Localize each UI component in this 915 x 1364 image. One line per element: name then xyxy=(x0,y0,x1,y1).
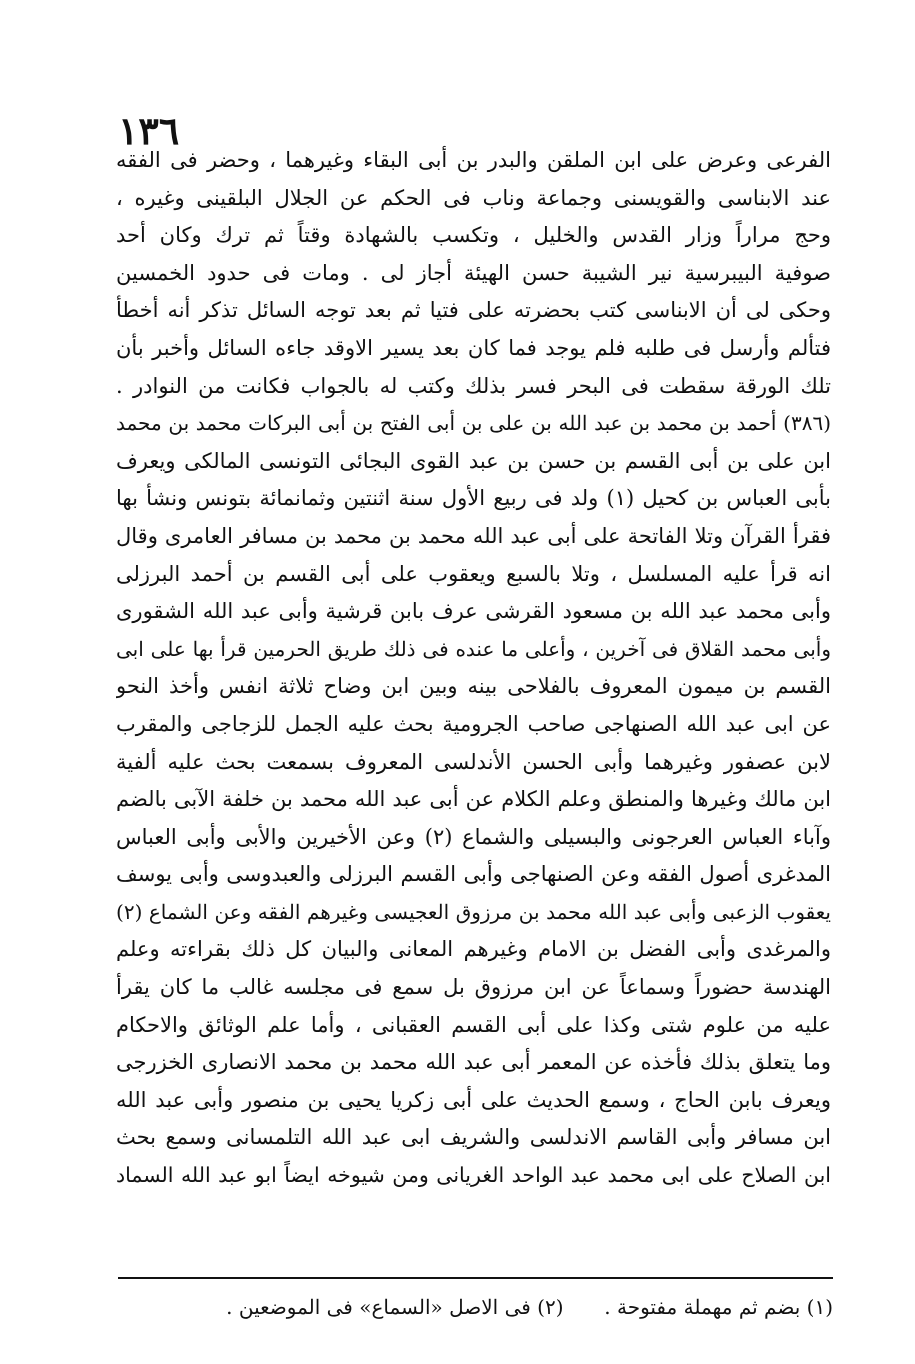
text-line: وآباء العباس العرجونى والبسيلى والشماع (٢) وعن الأخيرين والأبى وأبى العباس xyxy=(116,824,831,849)
footnotes xyxy=(118,1290,833,1324)
page-number: ١٣٦ xyxy=(118,108,180,153)
text-line: ابن مالك وغيرها والمنطق وعلم الكلام عن أبى عبد الله محمد بن خلفة الآبى بالضم xyxy=(116,787,831,812)
text-line: ابن على بن أبى القسم بن حسن بن عبد القوى البجائى التونسى المالكى ويعرف xyxy=(116,448,831,473)
text-line: صوفية البيبرسية نير الشيبة حسن الهيئة أجاز لى . ومات فى حدود الخمسين xyxy=(116,260,831,285)
text-line: ويعرف بابن الحاج ، وسمع الحديث على أبى زكريا يحيى بن منصور وأبى عبد الله xyxy=(116,1087,831,1112)
text-line: عند الابناسى والقويسنى وجماعة وناب فى الحكم عن الجلال البلقينى وغيره ، xyxy=(116,185,831,210)
main-text xyxy=(116,142,831,1195)
text-line: والمرغدى وأبى الفضل بن الامام وغيرهم المعانى والبيان كل ذلك بقراءته وعلم xyxy=(116,937,831,962)
footnote-1: (١) بضم ثم مهملة مفتوحة . xyxy=(604,1295,833,1319)
text-line: وحج مراراً وزار القدس والخليل ، وتكسب بالشهادة وقتاً ثم ترك وكان أحد xyxy=(116,223,831,248)
text-line: فقرأ القرآن وتلا الفاتحة على أبى عبد الله محمد بن محمد بن مسافر العامرى وقال xyxy=(116,523,831,548)
text-line: لابن عصفور وغيرهما وأبى الحسن الأندلسى المعروف بسمعت بحث عليه ألفية xyxy=(116,749,831,774)
text-line: القسم بن ميمون المعروف بالفلاحى بينه وبين ابن وضاح ثلاثة انفس وأخذ النحو xyxy=(116,674,831,699)
text-line: انه قرأ عليه المسلسل ، وتلا بالسبع ويعقوب على أبى القسم بن أحمد البرزلى xyxy=(116,561,831,586)
text-line: يعقوب الزعبى وأبى عبد الله محمد بن مرزوق العجيسى وغيرهم الفقه وعن الشماع (٢) xyxy=(116,899,831,924)
text-line: بأبى العباس بن كحيل (١) ولد فى ربيع الأول سنة اثنتين وثمانمائة بتونس ونشأ بها xyxy=(116,486,831,511)
text-line: وأبى محمد القلاق فى آخرين ، وأعلى ما عنده فى ذلك طريق الحرمين قرأ بها على ابى xyxy=(116,636,831,661)
entry-heading-line: (٣٨٦) أحمد بن محمد بن عبد الله بن على بن أبى الفتح بن أبى البركات محمد بن محمد xyxy=(116,411,831,436)
text-line: عن ابى عبد الله الصنهاجى صاحب الجرومية بحث عليه الجمل للزجاجى والمقرب xyxy=(116,711,831,736)
text-line: ابن الصلاح على ابى محمد عبد الواحد الغريانى ومن شيوخه ايضاً ابو عبد الله السماد xyxy=(116,1163,831,1188)
footnote-divider xyxy=(118,1277,833,1279)
text-line: المدغرى أصول الفقه وعن الصنهاجى وأبى القسم البرزلى والعبدوسى وأبى يوسف xyxy=(116,862,831,887)
text-line: ابن مسافر وأبى القاسم الاندلسى والشريف ابى عبد الله التلمسانى وسمع بحث xyxy=(116,1125,831,1150)
footnote-2: (٢) فى الاصل «السماع» فى الموضعين . xyxy=(226,1295,564,1319)
text-line: عليه من علوم شتى وكذا على أبى القسم العقبانى ، وأما علم الوثائق والاحكام xyxy=(116,1012,831,1037)
text-line: وما يتعلق بذلك فأخذه عن المعمر أبى عبد الله محمد بن محمد الانصارى الخزرجى xyxy=(116,1050,831,1075)
text-line: وأبى محمد عبد الله بن مسعود القرشى عرف بابن قرشية وأبى عبد الله الشقورى xyxy=(116,599,831,624)
text-line: الفرعى وعرض على ابن الملقن والبدر بن أبى البقاء وغيرهما ، وحضر فى الفقه xyxy=(116,148,831,172)
text-line: الهندسة حضوراً وسماعاً عن ابن مرزوق بل سمع فى مجلسه غالب ما كان يقرأ xyxy=(116,975,831,1000)
text-line: فتألم وأرسل فى طلبه فلم يوجد فما كان بعد يسير الاوقد جاءه السائل وأخبر بأن xyxy=(116,335,831,360)
text-line: تلك الورقة سقطت فى البحر فسر بذلك وكتب له بالجواب فكانت من النوادر . xyxy=(116,373,831,398)
text-line: وحكى لى أن الابناسى كتب بحضرته على فتيا ثم بعد توجه السائل تذكر أنه أخطأ xyxy=(116,298,831,323)
